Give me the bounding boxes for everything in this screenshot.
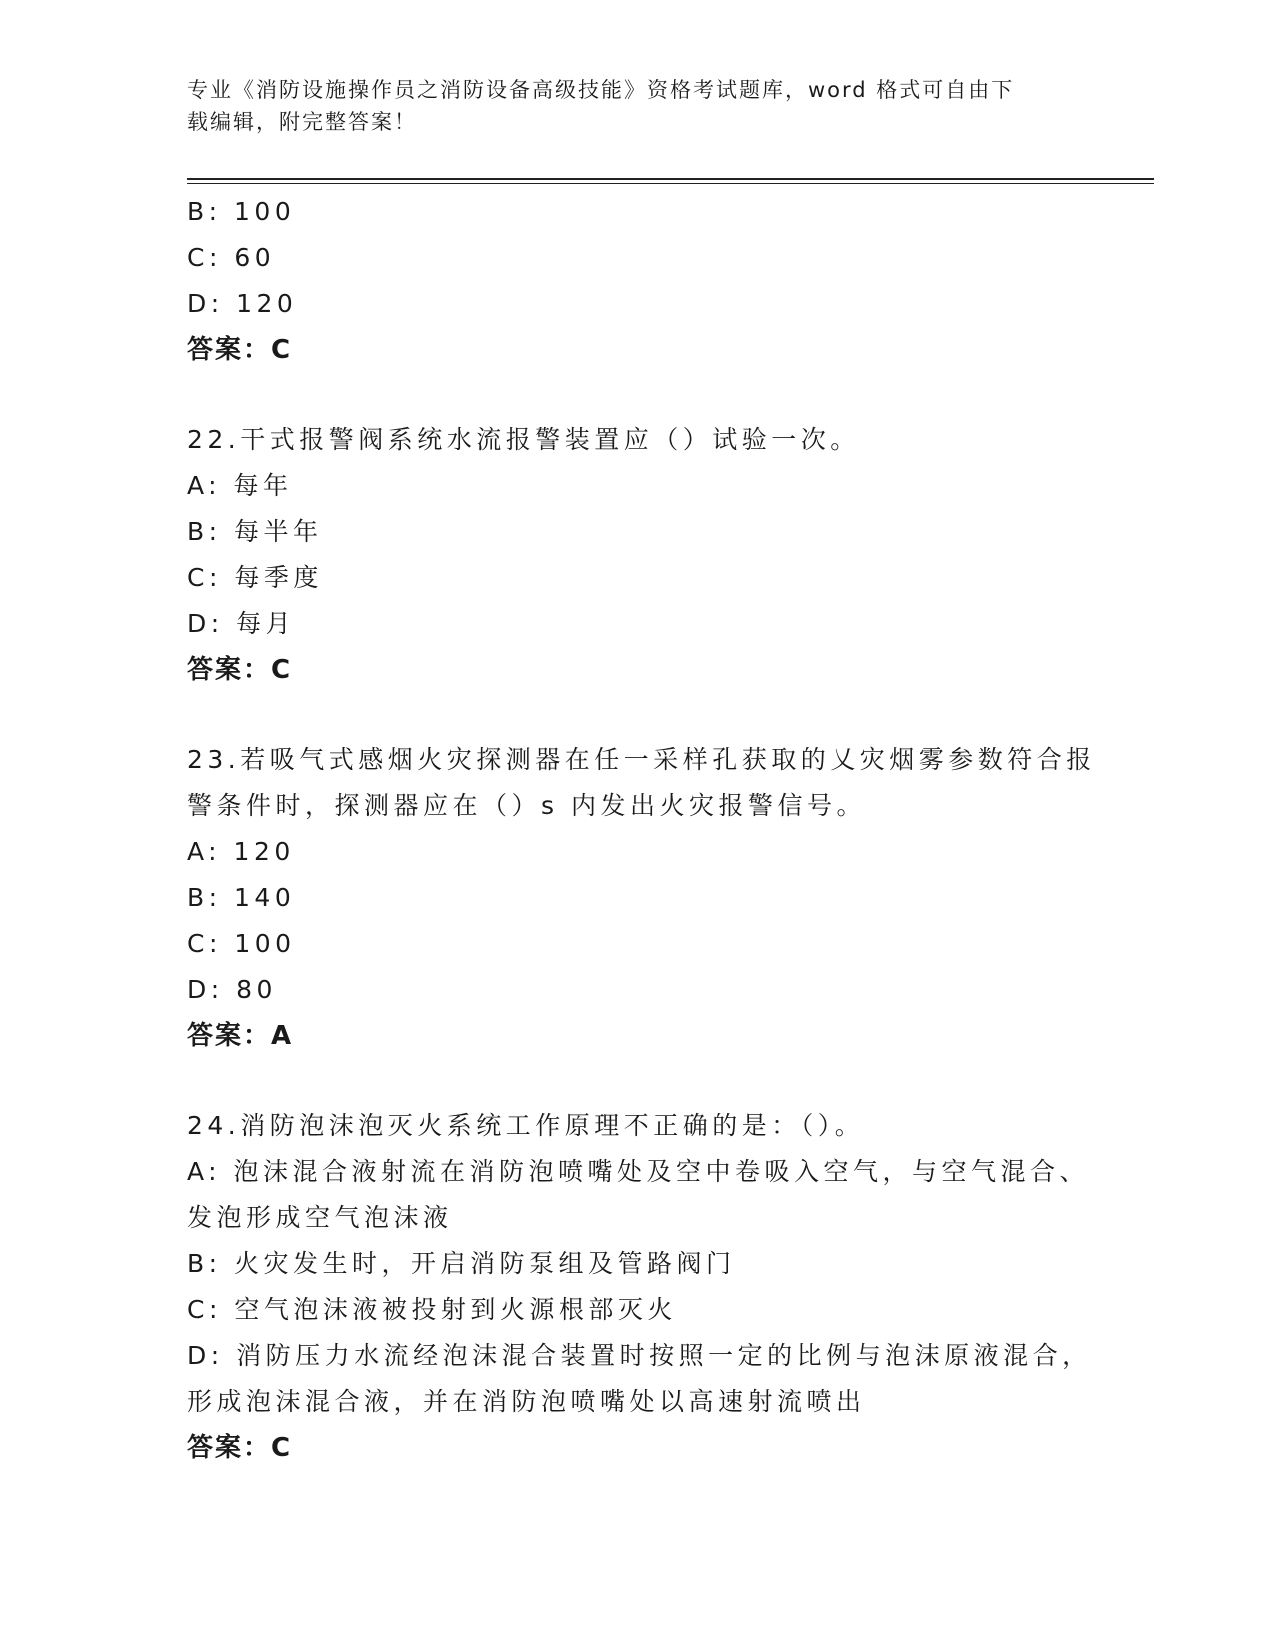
option-a: A: 泡沫混合液射流在消防泡喷嘴处及空中卷吸入空气，与空气混合、 bbox=[187, 1157, 1090, 1186]
option-b: B: 140 bbox=[187, 883, 296, 912]
question-stem: 22.干式报警阀系统水流报警装置应（）试验一次。 bbox=[187, 425, 860, 454]
option-a: A: 120 bbox=[187, 837, 295, 866]
header-line-1: 专业《消防设施操作员之消防设备高级技能》资格考试题库，word 格式可自由下 bbox=[187, 78, 1015, 102]
question-24 bbox=[187, 1103, 1092, 1471]
option-a-continued: 发泡形成空气泡沫液 bbox=[187, 1203, 453, 1232]
question-21-continued bbox=[187, 189, 1087, 373]
option-c: C: 空气泡沫液被投射到火源根部灭火 bbox=[187, 1295, 677, 1324]
option-b: B: 100 bbox=[187, 197, 296, 226]
answer: 答案：C bbox=[187, 335, 293, 365]
option-b: B: 每半年 bbox=[187, 517, 323, 546]
question-22 bbox=[187, 417, 1087, 693]
header-line-2: 载编辑，附完整答案！ bbox=[187, 110, 417, 134]
header-rule-thin bbox=[187, 183, 1154, 184]
answer: 答案：C bbox=[187, 1433, 293, 1463]
question-stem-continued: 警条件时，探测器应在（）s 内发出火灾报警信号。 bbox=[187, 791, 866, 820]
question-list bbox=[187, 189, 1096, 1471]
option-d-continued: 形成泡沫混合液，并在消防泡喷嘴处以高速射流喷出 bbox=[187, 1387, 866, 1416]
header-rule-thick bbox=[187, 178, 1154, 180]
answer: 答案：A bbox=[187, 1021, 294, 1051]
option-d: D: 120 bbox=[187, 289, 298, 318]
option-c: C: 100 bbox=[187, 929, 296, 958]
option-c: C: 每季度 bbox=[187, 563, 323, 592]
option-b: B: 火灾发生时，开启消防泵组及管路阀门 bbox=[187, 1249, 736, 1278]
option-a: A: 每年 bbox=[187, 471, 293, 500]
spacer bbox=[187, 693, 1087, 737]
option-d: D: 每月 bbox=[187, 609, 296, 638]
question-stem: 24.消防泡沫泡灭火系统工作原理不正确的是：（）。 bbox=[187, 1111, 865, 1140]
spacer bbox=[187, 1059, 1087, 1103]
question-23 bbox=[187, 737, 1096, 1059]
option-c: C: 60 bbox=[187, 243, 276, 272]
option-d: D: 80 bbox=[187, 975, 277, 1004]
document-header bbox=[187, 74, 1067, 138]
option-d: D: 消防压力水流经泡沫混合装置时按照一定的比例与泡沫原液混合， bbox=[187, 1341, 1092, 1370]
spacer bbox=[187, 373, 1087, 417]
question-stem: 23.若吸气式感烟火灾探测器在任一采样孔获取的乂灾烟雾参数符合报 bbox=[187, 745, 1096, 774]
answer: 答案：C bbox=[187, 655, 293, 685]
